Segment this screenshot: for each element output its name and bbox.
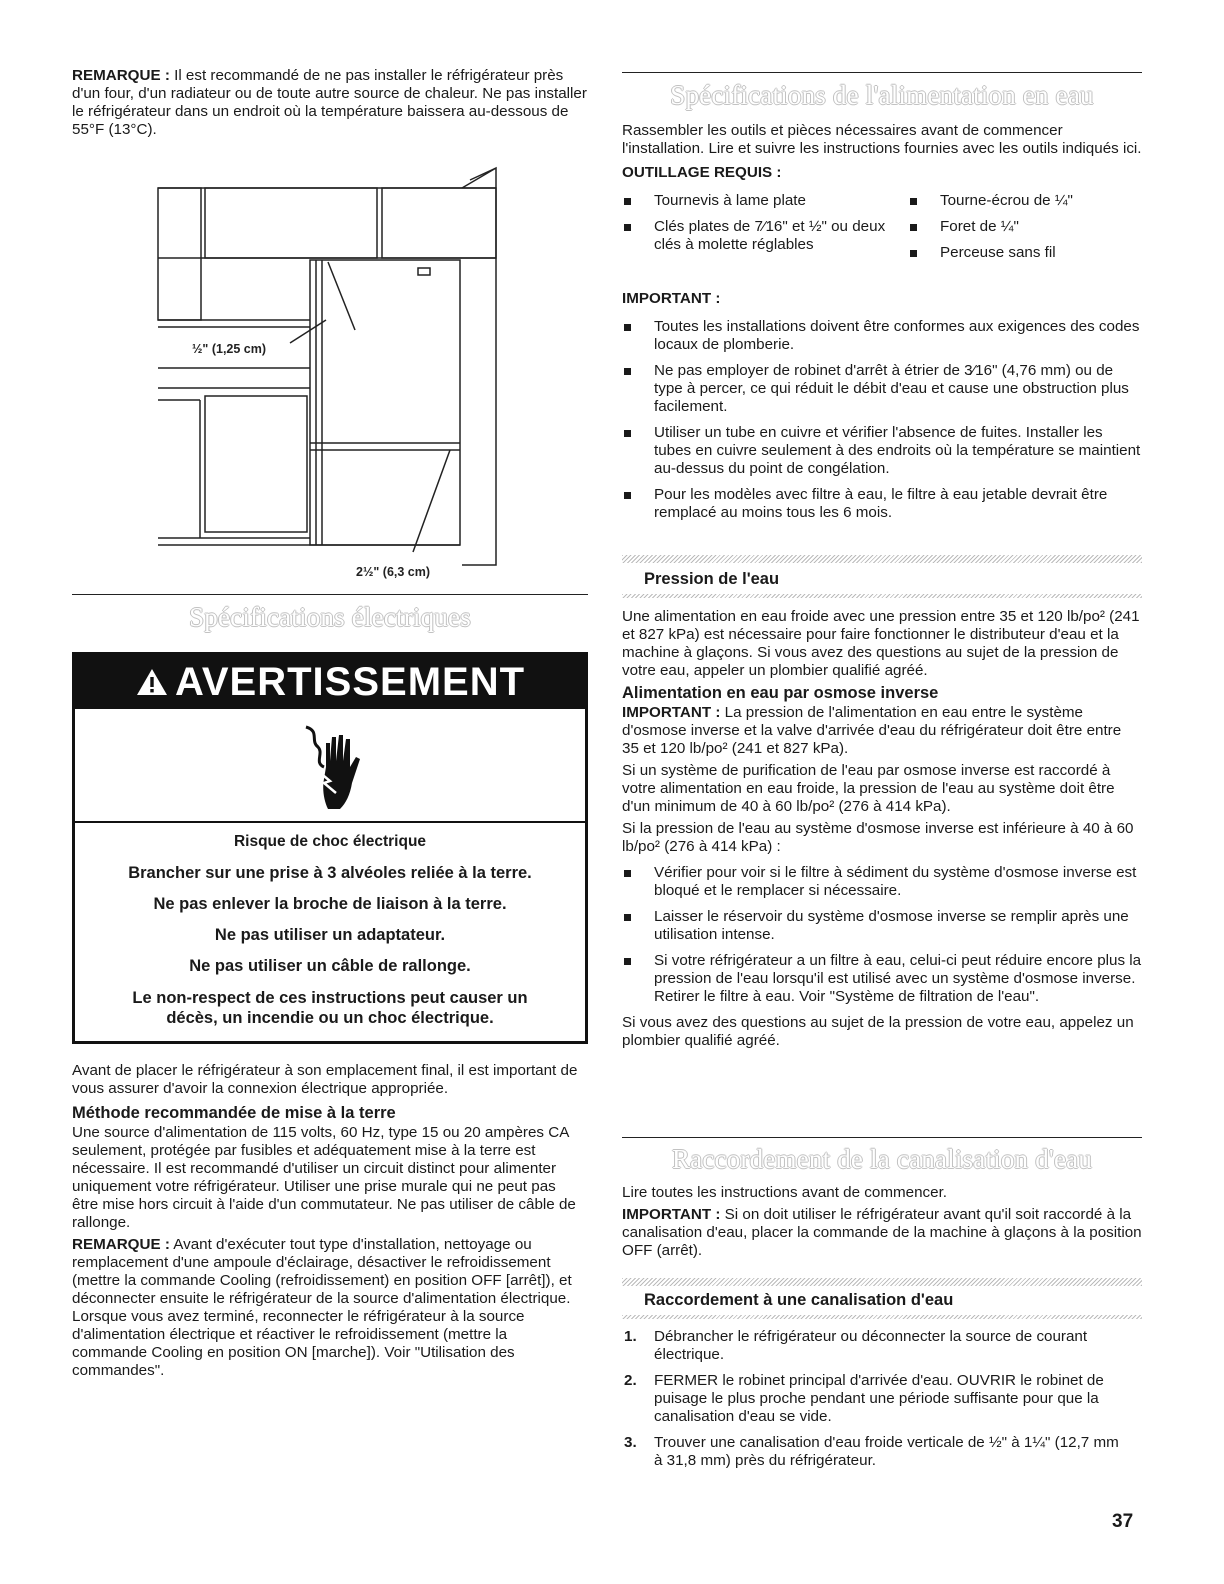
methode-paragraph: Une source d'alimentation de 115 volts, 60 Hz, type 15 ou 20 ampères CA seulement, protégée par fusibles et adéquatement mise à la terre est nécessaire. Il est recommandé d'utiliser un circuit distinct pour alimenter uniquement votre réfrigérateur. Utiliser une prise murale qui ne peut pas être mise hors circuit à l'aide d'un commutateur. Ne pas utiliser de câble de rallonge. bbox=[72, 1124, 576, 1231]
important-list bbox=[622, 318, 1142, 522]
osmose-paragraph-3: Si la pression de l'eau au système d'osmose inverse est inférieure à 40 à 60 lb/po² (276 à 414 kPa) : bbox=[622, 820, 1134, 855]
osmose-paragraph-2: Si un système de purification de l'eau par osmose inverse est raccordé à votre alimentation en eau froide, la pression de l'eau au système doit être d'un minimum de 40 à 60 lb/po² (276 à 414 kPa). bbox=[622, 762, 1115, 815]
warning-header: AVERTISSEMENT bbox=[75, 655, 585, 709]
water-supply-body bbox=[622, 122, 1142, 530]
osmose-item: Si votre réfrigérateur a un filtre à eau, celui-ci peut réduire encore plus la pression de l'eau lorsqu'il est utilisé avec un système d'osmose inverse. Retirer le filtre à eau. Voir "Système de filtration de l'eau". bbox=[622, 952, 1142, 1006]
hatch-rule bbox=[622, 1278, 1142, 1286]
tool-item: Tournevis à lame plate bbox=[622, 192, 902, 210]
hatch-rule bbox=[622, 555, 1142, 563]
pression-paragraph: Une alimentation en eau froide avec une pression entre 35 et 120 lb/po² (241 et 827 kPa) est nécessaire pour faire fonctionner le distributeur d'eau et la machine à glaçons. Si vous avez des questions au sujet de la pression de votre eau, appeler un plombier qualifié agréé. bbox=[622, 608, 1140, 679]
step-item: 1. Débrancher le réfrigérateur ou déconnecter la source de courant électrique. bbox=[624, 1328, 1088, 1363]
electric-shock-hand-icon bbox=[300, 723, 366, 815]
important-item: Toutes les installations doivent être conformes aux exigences des codes locaux de plomberie. bbox=[622, 318, 1142, 354]
important-item: Ne pas employer de robinet d'arrêt à étrier de 3⁄16" (4,76 mm) ou de type à percer, ce qui réduit le débit d'eau et cause une obstruction plus facilement. bbox=[622, 362, 1142, 416]
tool-item: Perceuse sans fil bbox=[908, 244, 1148, 262]
section-title-electrical: Spécifications électriques bbox=[189, 602, 471, 632]
section-title-water-line: Raccordement de la canalisation d'eau bbox=[671, 1144, 1093, 1174]
hatch-rule bbox=[622, 594, 1142, 598]
osmose-title: Alimentation en eau par osmose inverse bbox=[622, 684, 939, 702]
osmose-paragraph-4: Si vous avez des questions au sujet de la pression de votre eau, appelez un plombier qualifié agréé. bbox=[622, 1014, 1134, 1049]
osmose-item: Vérifier pour voir si le filtre à sédiment du système d'osmose inverse est bloqué et le remplacer si nécessaire. bbox=[622, 864, 1142, 900]
water-line-body bbox=[622, 1184, 1142, 1264]
important-label: IMPORTANT : bbox=[622, 290, 721, 307]
important-item: Pour les modèles avec filtre à eau, le filtre à eau jetable devrait être remplacé au moins tous les 6 mois. bbox=[622, 486, 1142, 522]
pression-title: Pression de l'eau bbox=[644, 570, 780, 588]
warning-triangle-icon bbox=[135, 657, 169, 711]
tool-item: Foret de ¼" bbox=[908, 218, 1148, 236]
step-item: 3. Trouver une canalisation d'eau froide verticale de ½" à 1¼" (12,7 mm à 31,8 mm) près du réfrigérateur. bbox=[624, 1434, 1119, 1469]
upper-cabinet-middle bbox=[205, 188, 377, 258]
outillage-label: OUTILLAGE REQUIS : bbox=[622, 164, 782, 181]
divider bbox=[72, 594, 588, 595]
warning-text: Risque de choc électrique Brancher sur une prise à 3 alvéoles reliée à la terre. Ne pas enlever la broche de liaison à la terre. Ne pas utiliser un adaptateur. Ne pas utiliser un câble de rallonge. Le non-respect de ces instructions peut causer un décès, un incendie ou un choc électrique. bbox=[128, 833, 532, 1027]
section-title-water-supply: Spécifications de l'alimentation en eau bbox=[670, 80, 1094, 110]
steps-list bbox=[622, 1328, 1122, 1478]
remarque-paragraph: REMARQUE : Il est recommandé de ne pas installer le réfrigérateur près d'un four, d'un radiateur ou de toute autre source de chaleur. Ne pas installer le réfrigérateur dans un endroit où la température baissera au-dessous de 55°F (13°C). bbox=[72, 67, 587, 138]
installation-diagram bbox=[150, 160, 510, 585]
tool-item: Clés plates de 7⁄16" et ½" ou deux clés à molette réglables bbox=[622, 218, 892, 254]
diagram-label-top: ½" (1,25 cm) bbox=[192, 342, 267, 356]
s2-important: IMPORTANT : Si on doit utiliser le réfrigérateur avant qu'il soit raccordé à la canalisation d'eau, placer la commande de la machine à glaçons à la position OFF (arrêt). bbox=[622, 1206, 1142, 1259]
tools-list bbox=[622, 192, 1142, 290]
diagram-label-bottom: 2½" (6,3 cm) bbox=[356, 565, 431, 579]
osmose-important: IMPORTANT : La pression de l'alimentation en eau entre le système d'osmose inverse et la valve d'arrivée d'eau du réfrigérateur doit être entre 35 et 120 lb/po² (241 et 827 kPa). bbox=[622, 704, 1122, 757]
s1-intro: Rassembler les outils et pièces nécessaires avant de commencer l'installation. Lire et suivre les instructions fournies avec les outils indiqués ici. bbox=[622, 122, 1142, 157]
refrigerator bbox=[310, 260, 460, 545]
electrical-body bbox=[72, 1062, 582, 1384]
step-item: 2. FERMER le robinet principal d'arrivée d'eau. OUVRIR le robinet de puisage le plus proche pendant une période suffisante pour que la canalisation d'eau se vide. bbox=[624, 1372, 1104, 1425]
raccord-title: Raccordement à une canalisation d'eau bbox=[644, 1291, 954, 1309]
divider bbox=[622, 1137, 1142, 1138]
tool-item: Tourne-écrou de ¼" bbox=[908, 192, 1148, 210]
upper-cabinet-left bbox=[158, 188, 201, 320]
warning-icon-area bbox=[75, 709, 585, 823]
osmose-item: Laisser le réservoir du système d'osmose inverse se remplir après une utilisation intense. bbox=[622, 908, 1142, 944]
divider bbox=[622, 72, 1142, 73]
important-item: Utiliser un tube en cuivre et vérifier l'absence de fuites. Installer les tubes en cuivre seulement à des endroits où la température se maintient au-dessus du point de congélation. bbox=[622, 424, 1142, 478]
page-number: 37 bbox=[1112, 1511, 1134, 1532]
hatch-rule bbox=[622, 1315, 1142, 1319]
methode-title: Méthode recommandée de mise à la terre bbox=[72, 1104, 396, 1122]
pression-body bbox=[622, 608, 1142, 1054]
osmose-list bbox=[622, 864, 1142, 1006]
intro-paragraph: Avant de placer le réfrigérateur à son emplacement final, il est important de vous assurer d'avoir la connexion électrique appropriée. bbox=[72, 1062, 578, 1097]
warning-box bbox=[72, 652, 588, 1044]
remarque2-paragraph: REMARQUE : Avant d'exécuter tout type d'installation, nettoyage ou remplacement d'une ampoule d'éclairage, désactiver le refroidissement (mettre la commande Cooling (refroidissement) en position OFF [arrêt]), et déconnecter ensuite le réfrigérateur de la source d'alimentation électrique. Lorsque vous avez terminé, reconnecter le réfrigérateur à la source d'alimentation électrique et réactiver le refroidissement (mettre la commande Cooling en position ON [marche]). Voir "Utilisation des commandes". bbox=[72, 1236, 572, 1379]
s2-intro: Lire toutes les instructions avant de commencer. bbox=[622, 1184, 948, 1201]
